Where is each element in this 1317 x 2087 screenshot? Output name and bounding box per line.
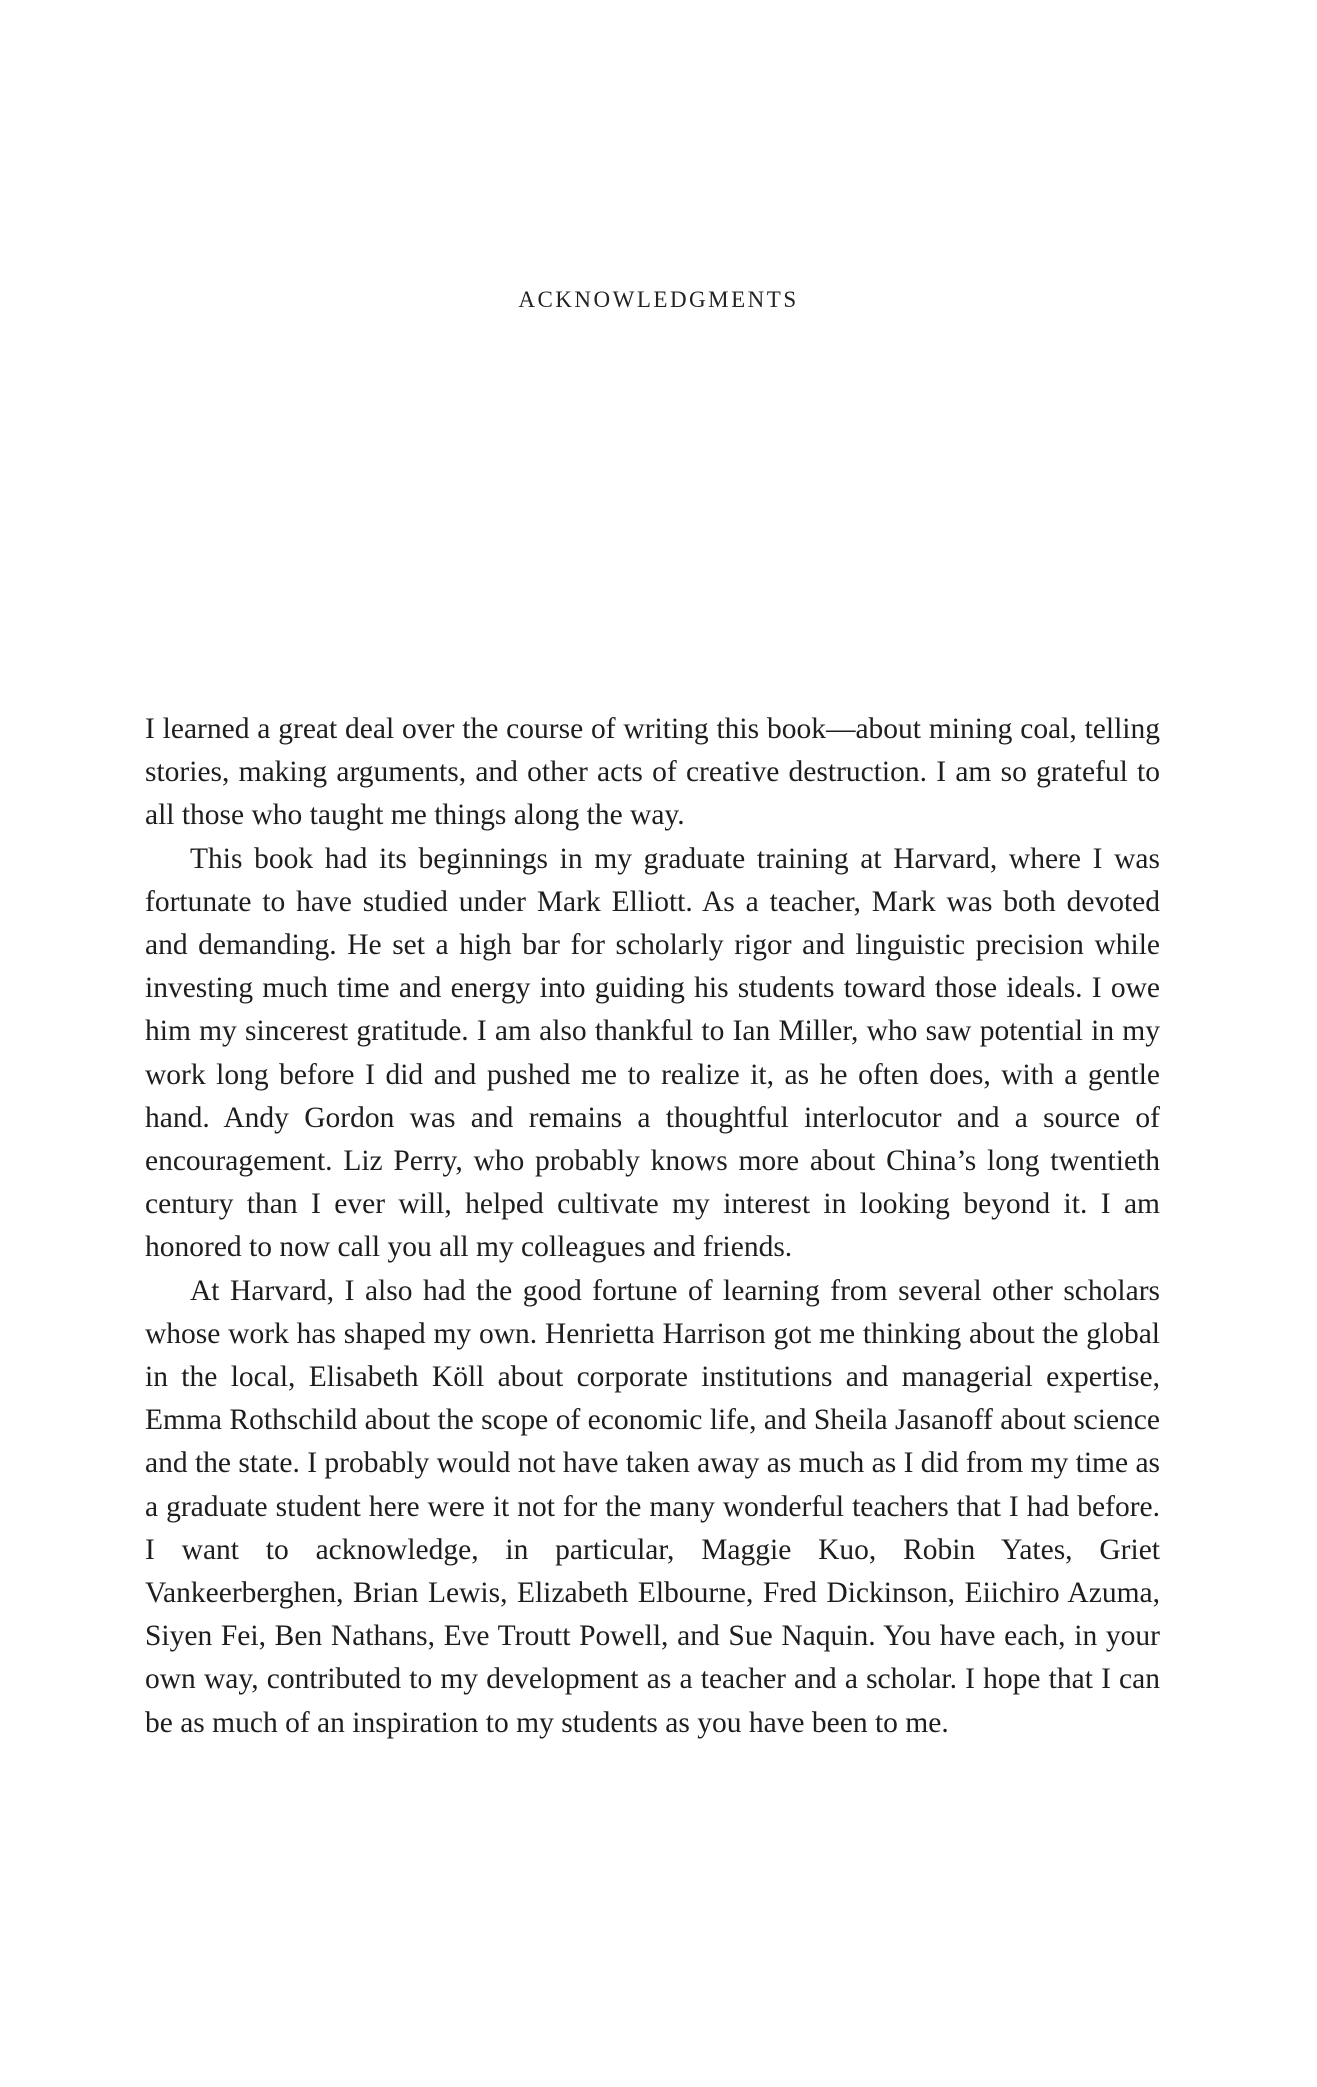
chapter-heading: ACKNOWLEDGMENTS bbox=[518, 287, 799, 312]
body-text bbox=[145, 708, 1160, 1745]
paragraph: This book had its beginnings in my graduate training at Harvard, where I was fortunate to have studied under Mark Elliott. As a teacher, Mark was both devoted and demanding. He set a high bar for scholarly rigor and linguistic precision while investing much time and energy into guiding his students toward those ideals. I owe him my sincerest gratitude. I am also thankful to Ian Miller, who saw potential in my work long before I did and pushed me to realize it, as he often does, with a gentle hand. Andy Gordon was and remains a thoughtful interlocutor and a source of encouragement. Liz Perry, who probably knows more about China’s long twentieth century than I ever will, helped cultivate my interest in looking beyond it. I am honored to now call you all my colleagues and friends. bbox=[145, 842, 1160, 1264]
paragraph: At Harvard, I also had the good fortune of learning from several other scholars whose work has shaped my own. Henrietta Harrison got me thinking about the global in the local, Elisabeth Köll about corporate institutions and managerial expertise, Emma Rothschild about the scope of economic life, and Sheila Jasanoff about science and the state. I probably would not have taken away as much as I did from my time as a graduate student here were it not for the many wonderful teachers that I had before. I want to acknowledge, in particular, Maggie Kuo, Robin Yates, Griet Vankeerberghen, Brian Lewis, Elizabeth Elbourne, Fred Dickinson, Eiichiro Azuma, Siyen Fei, Ben Nathans, Eve Troutt Powell, and Sue Naquin. You have each, in your own way, contributed to my development as a teacher and a scholar. I hope that I can be as much of an inspiration to my students as you have been to me. bbox=[145, 1274, 1161, 1739]
paragraph: I learned a great deal over the course of writing this book—about mining coal, telling stories, making arguments, and other acts of creative destruction. I am so grateful to all those who taught me things along the way. bbox=[145, 713, 1160, 832]
